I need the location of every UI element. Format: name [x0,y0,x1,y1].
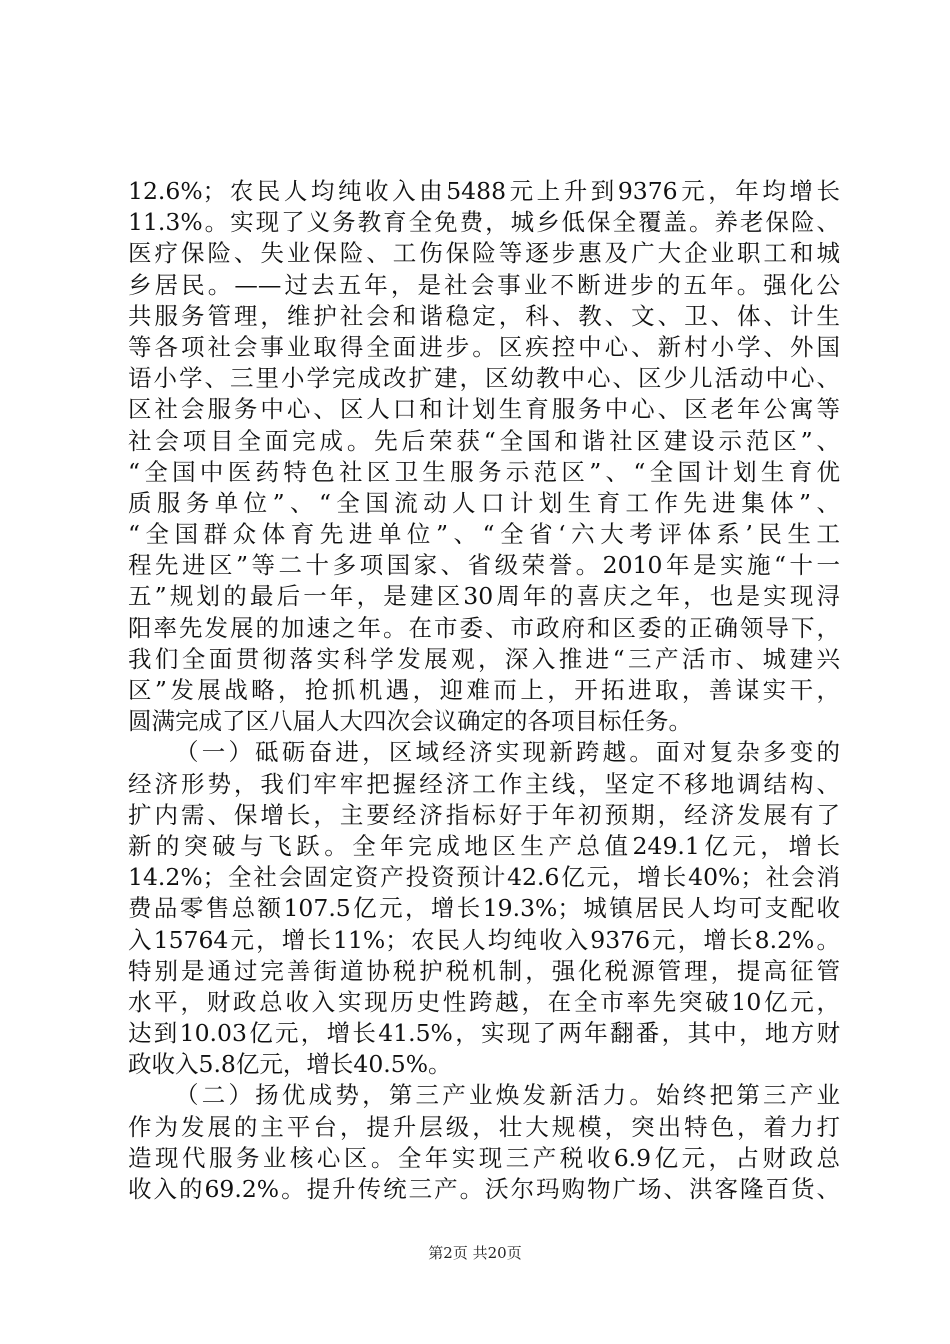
text-line: 语小学、三里小学完成改扩建，区幼教中心、区少儿活动中心、 [128,364,840,393]
text-line: 收入的69.2%。提升传统三产。沃尔玛购物广场、洪客隆百货、 [128,1175,840,1203]
text-line: 14.2%；全社会固定资产投资预计42.6亿元，增长40%；社会消 [128,863,840,892]
text-line: 阳率先发展的加速之年。在市委、市政府和区委的正确领导下， [128,613,840,642]
text-line: 12.6%；农民人均纯收入由5488元上升到9376元，年均增长 [128,177,840,205]
text-line: 程先进区”等二十多项国家、省级荣誉。2010年是实施“十一 [128,551,840,580]
text-line: “全国中医药特色社区卫生服务示范区”、“全国计划生育优 [128,457,840,486]
text-line: 入15764元，增长11%；农民人均纯收入9376元，增长8.2%。 [128,925,840,954]
text-line: 11.3%。实现了义务教育全免费，城乡低保全覆盖。养老保险、 [128,208,840,237]
text-line: （二）扬优成势，第三产业焕发新活力。始终把第三产业 [175,1081,840,1110]
text-line: 质服务单位”、“全国流动人口计划生育工作先进集体”、 [128,488,840,517]
text-line: （一）砥砺奋进，区域经济实现新跨越。面对复杂多变的 [175,738,840,767]
text-line: 特别是通过完善街道协税护税机制，强化税源管理，提高征管 [128,956,840,985]
document-body [128,176,840,1205]
text-line: 区”发展战略，抢抓机遇，迎难而上，开拓进取，善谋实干， [128,676,840,704]
text-line: 我们全面贯彻落实科学发展观，深入推进“三产活市、城建兴 [128,644,840,673]
text-line: 医疗保险、失业保险、工伤保险等逐步惠及广大企业职工和城 [128,239,840,268]
text-line: 五”规划的最后一年，是建区30周年的喜庆之年，也是实现浔 [128,582,840,611]
text-line: 圆满完成了区八届人大四次会议确定的各项目标任务。 [128,707,692,736]
text-line: 水平，财政总收入实现历史性跨越，在全市率先突破10亿元， [128,987,840,1016]
text-line: 政收入5.8亿元，增长40.5%。 [128,1050,452,1079]
text-line: 经济形势，我们牢牢把握经济工作主线，坚定不移地调结构、 [128,769,840,798]
page-footer: 第2页 共20页 [428,1244,522,1262]
text-line: 达到10.03亿元，增长41.5%，实现了两年翻番，其中，地方财 [128,1019,840,1048]
text-line: 费品零售总额107.5亿元，增长19.3%；城镇居民人均可支配收 [128,894,840,923]
text-line: 造现代服务业核心区。全年实现三产税收6.9亿元，占财政总 [128,1143,840,1172]
text-line: 区社会服务中心、区人口和计划生育服务中心、区老年公寓等 [128,395,840,424]
text-line: 社会项目全面完成。先后荣获“全国和谐社区建设示范区”、 [128,426,840,455]
text-line: 新的突破与飞跃。全年完成地区生产总值249.1亿元，增长 [128,831,840,860]
text-line: “全国群众体育先进单位”、“全省‘六大考评体系’民生工 [128,520,840,549]
text-line: 乡居民。——过去五年，是社会事业不断进步的五年。强化公 [128,270,840,299]
text-line: 作为发展的主平台，提升层级，壮大规模，突出特色，着力打 [128,1112,840,1141]
text-line: 等各项社会事业取得全面进步。区疾控中心、新村小学、外国 [128,332,840,361]
text-line: 共服务管理，维护社会和谐稳定，科、教、文、卫、体、计生 [128,301,840,330]
text-line: 扩内需、保增长，主要经济指标好于年初预期，经济发展有了 [128,800,840,829]
